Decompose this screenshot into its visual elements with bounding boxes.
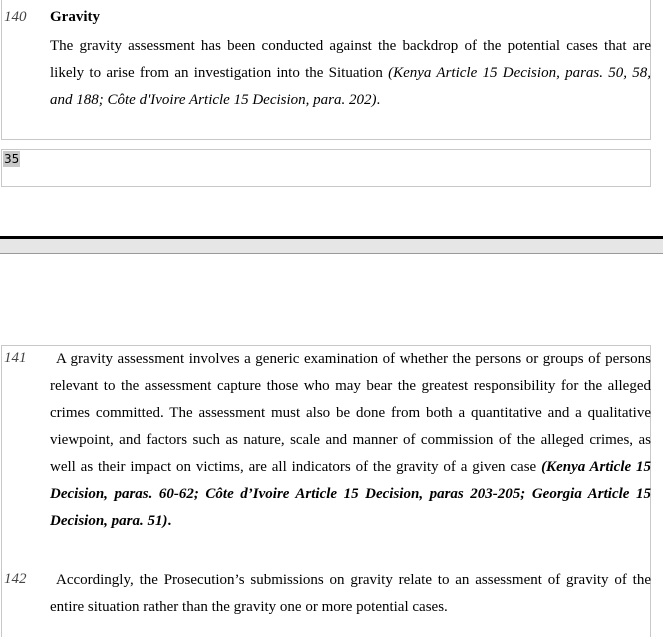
page-separator [0, 236, 663, 254]
paragraph-end: . [167, 513, 172, 529]
paragraph-142-body [50, 567, 651, 621]
paragraph-text: The gravity assessment has been conducted against the backdrop of the potential cases that are likely to arise from an investigation into the Situation [50, 38, 651, 81]
paragraph-text: Accordingly, the Prosecution’s submissions on gravity relate to an assessment of gravity of the entire situation rather than the gravity one or more potential cases. [50, 572, 651, 615]
page-number-box [1, 149, 651, 187]
page-number: 35 [4, 152, 20, 166]
paragraph-number: 141 [4, 350, 27, 366]
section-heading: Gravity [50, 9, 100, 25]
paragraph-citation: (Kenya Article 15 Decision, paras. 50, 58, and 188; Côte d'Ivoire Article 15 Decision, para. 202) [50, 65, 652, 108]
paragraph-number: 142 [4, 571, 27, 587]
paragraph-141-body [50, 346, 651, 535]
paragraph-end: . [376, 92, 381, 108]
paragraph-text: A gravity assessment involves a generic examination of whether the persons or groups of persons relevant to the assessment capture those who may bear the greatest responsibility for the alleged crimes committed. The assessment must also be done from both a quantitative and a qualitative viewpoint, and factors such as nature, scale and manner of commission of the alleged crimes, as well as their impact on victims, are all indicators of the gravity of a given case [50, 351, 651, 475]
paragraph-number: 140 [4, 9, 27, 25]
paragraph-140-body [50, 33, 651, 114]
paragraph-citation: (Kenya Article 15 Decision, paras. 60-62; Côte d’Ivoire Article 15 Decision, paras 203-205; Georgia Article 15 Decision, para. 51) [50, 459, 652, 529]
